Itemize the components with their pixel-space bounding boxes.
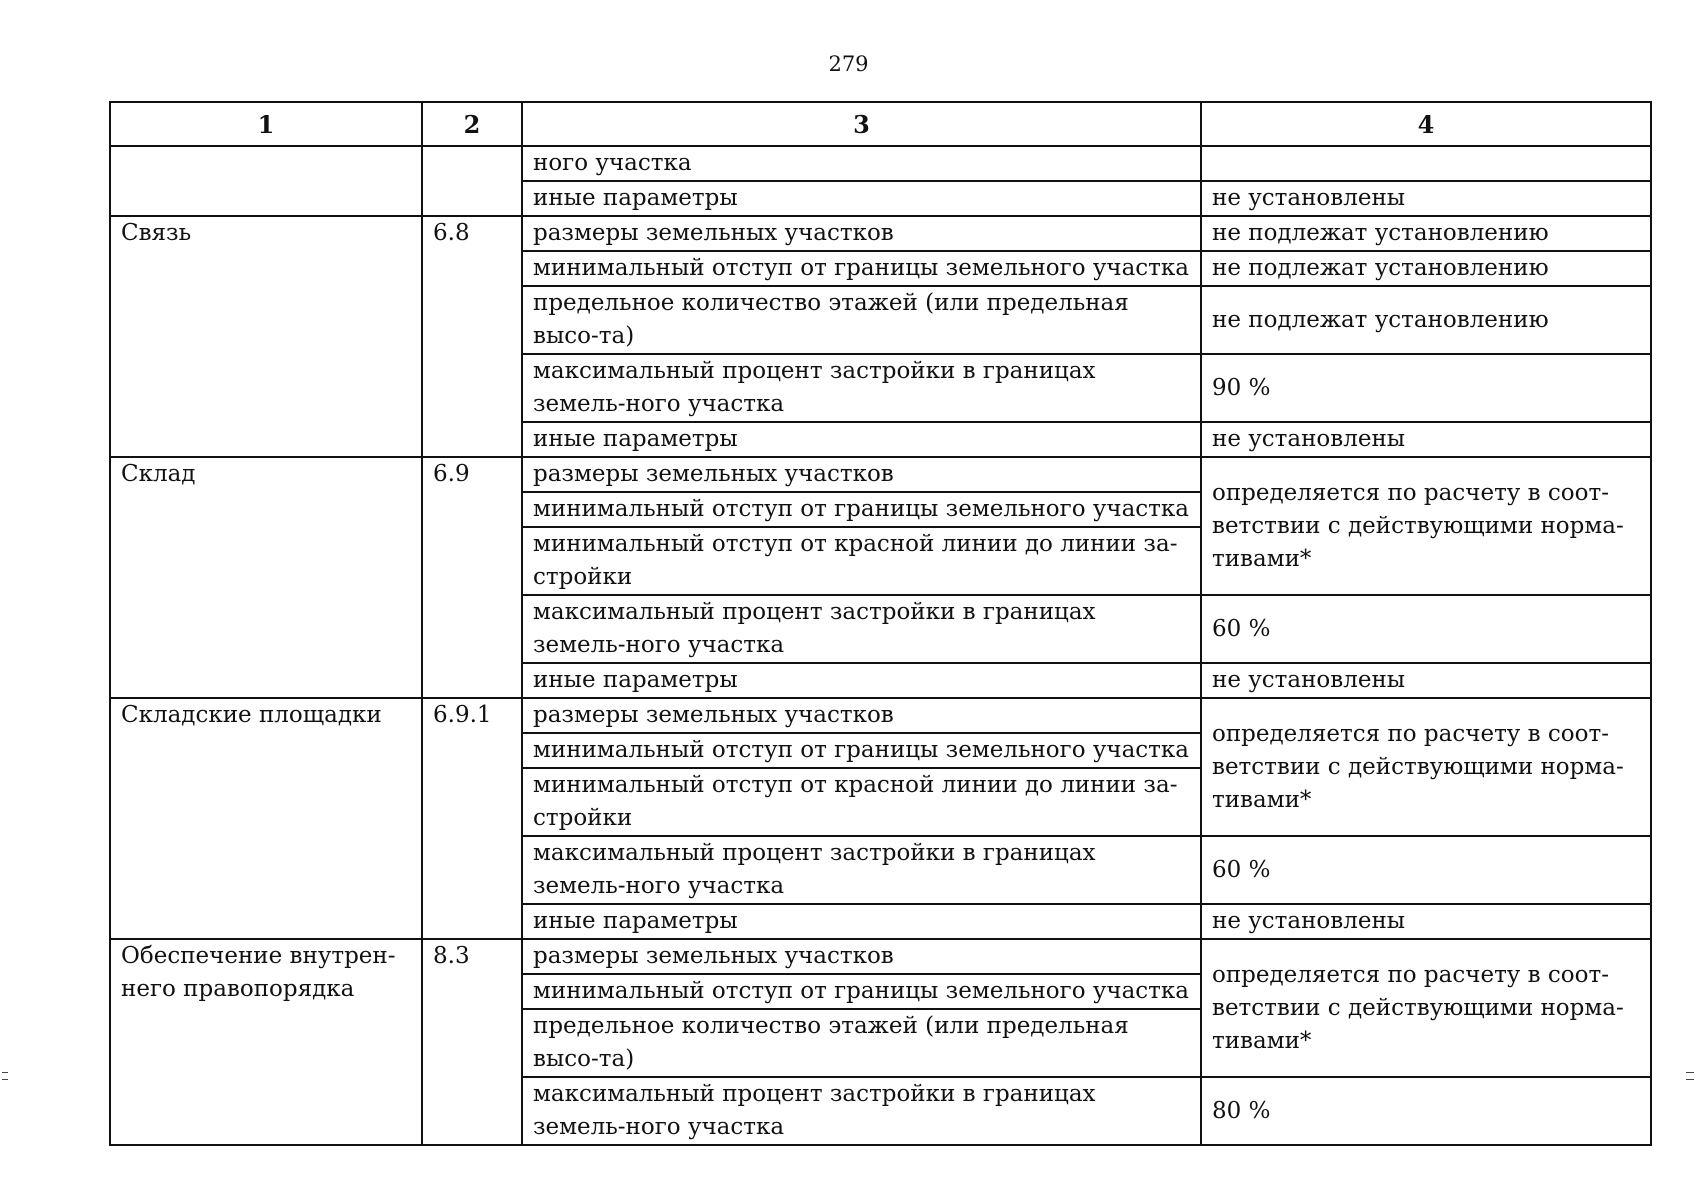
parameter-value-merged: определяется по расчету в соот-ветствии с действующими норма-тивами*	[1201, 698, 1651, 836]
use-type-name: Связь	[110, 216, 422, 457]
column-header: 1	[110, 102, 422, 146]
scan-edge-mark	[1686, 1072, 1694, 1080]
parameter-name: иные параметры	[522, 904, 1201, 939]
parameter-name: предельное количество этажей (или предельная высо-та)	[522, 286, 1201, 354]
parameter-name: минимальный отступ от границы земельного участка	[522, 974, 1201, 1009]
use-type-code: 8.3	[422, 939, 522, 1145]
use-type-name	[110, 146, 422, 216]
table-row	[110, 698, 1651, 733]
parameter-name: иные параметры	[522, 663, 1201, 698]
parameter-name: минимальный отступ от границы земельного участка	[522, 492, 1201, 527]
parameter-value: не подлежат установлению	[1201, 286, 1651, 354]
parameter-name: минимальный отступ от красной линии до линии за-стройки	[522, 527, 1201, 595]
parameter-name: размеры земельных участков	[522, 698, 1201, 733]
table-row	[110, 939, 1651, 974]
parameter-name: иные параметры	[522, 181, 1201, 216]
scan-edge-mark	[2, 1072, 8, 1080]
parameter-value: не установлены	[1201, 181, 1651, 216]
parameter-value: 60 %	[1201, 595, 1651, 663]
use-type-code: 6.9.1	[422, 698, 522, 939]
parameter-value: не установлены	[1201, 663, 1651, 698]
use-type-code	[422, 146, 522, 216]
parameter-name: максимальный процент застройки в границах земель-ного участка	[522, 354, 1201, 422]
table-row	[110, 146, 1651, 181]
parameter-value: не подлежат установлению	[1201, 216, 1651, 251]
parameter-name: размеры земельных участков	[522, 939, 1201, 974]
parameter-name: размеры земельных участков	[522, 216, 1201, 251]
parameter-name: максимальный процент застройки в границах земель-ного участка	[522, 1077, 1201, 1145]
parameter-value: 90 %	[1201, 354, 1651, 422]
use-type-code: 6.9	[422, 457, 522, 698]
parameter-name: иные параметры	[522, 422, 1201, 457]
parameter-name: минимальный отступ от красной линии до линии за-стройки	[522, 768, 1201, 836]
use-type-name: Обеспечение внутрен-него правопорядка	[110, 939, 422, 1145]
parameter-value: не установлены	[1201, 422, 1651, 457]
parameter-value	[1201, 146, 1651, 181]
parameter-value-merged: определяется по расчету в соот-ветствии с действующими норма-тивами*	[1201, 457, 1651, 595]
parameter-name: ного участка	[522, 146, 1201, 181]
parameter-name: минимальный отступ от границы земельного участка	[522, 733, 1201, 768]
table-row	[110, 216, 1651, 251]
parameter-name: минимальный отступ от границы земельного участка	[522, 251, 1201, 286]
column-header: 3	[522, 102, 1201, 146]
table-row	[110, 457, 1651, 492]
use-type-name: Склад	[110, 457, 422, 698]
parameter-name: максимальный процент застройки в границах земель-ного участка	[522, 836, 1201, 904]
parameter-name: размеры земельных участков	[522, 457, 1201, 492]
use-type-name: Складские площадки	[110, 698, 422, 939]
parameter-value: не установлены	[1201, 904, 1651, 939]
parameter-value: 60 %	[1201, 836, 1651, 904]
parameter-value: 80 %	[1201, 1077, 1651, 1145]
parameter-value: не подлежат установлению	[1201, 251, 1651, 286]
parameter-name: предельное количество этажей (или предельная высо-та)	[522, 1009, 1201, 1077]
parameter-name: максимальный процент застройки в границах земель-ного участка	[522, 595, 1201, 663]
page-number: 279	[828, 52, 869, 76]
parameter-value-merged: определяется по расчету в соот-ветствии с действующими норма-тивами*	[1201, 939, 1651, 1077]
use-type-code: 6.8	[422, 216, 522, 457]
column-header: 4	[1201, 102, 1651, 146]
regulations-table	[109, 101, 1652, 1146]
column-header: 2	[422, 102, 522, 146]
table-header-row	[110, 102, 1651, 146]
